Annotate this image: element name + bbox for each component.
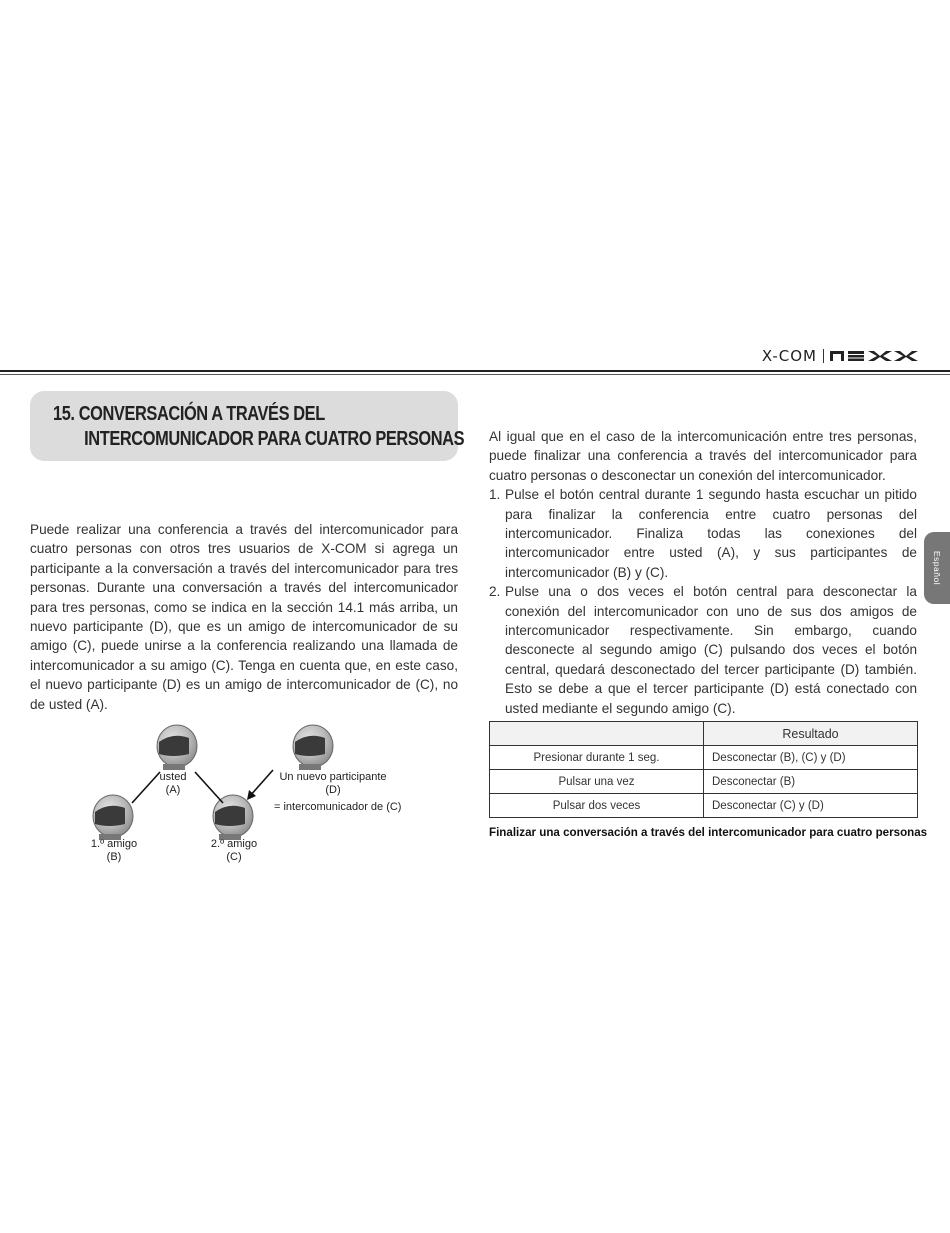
- table-cell-action: Pulsar una vez: [490, 770, 704, 794]
- arrow-d-c: [250, 770, 273, 796]
- table-header-action: [490, 722, 704, 746]
- helmet-icon-d: [293, 725, 333, 770]
- helmet-icon-b: [93, 795, 133, 840]
- table-cell-action: Pulsar dos veces: [490, 794, 704, 818]
- link-a-c: [195, 772, 223, 803]
- step-text: Pulse una o dos veces el botón central para desconectar la conexión del intercomunicador con uno de sus dos amigos de intercomunicador respectivamente. Sin embargo, cuando desconecte al segundo amigo (C) pulsando dos veces el botón central, quedará desconectado del tercer participante (D) también. Esto se debe a que el tercer participante (D) está conectado con usted mediante el segundo amigo (C).: [505, 584, 917, 716]
- header-brand: [762, 347, 922, 365]
- helmet-icon-c: [213, 795, 253, 840]
- header-rule-thin: [0, 374, 950, 375]
- step-text: Pulse el botón central durante 1 segundo hasta escuchar un pitido para finalizar la conferencia entre cuatro personas del intercomunicador. Finaliza todas las conexiones del intercomunicador entre usted (A), y sus participantes de intercomunicador (B) y (C).: [505, 487, 917, 580]
- right-intro: Al igual que en el caso de la intercomunicación entre tres personas, puede finalizar una conferencia a través del intercomunicador para cuatro personas o desconectar un conexión del intercomunicador.: [489, 429, 917, 483]
- step-item: [489, 485, 917, 582]
- table-caption: Finalizar una conversación a través del intercomunicador para cuatro personas: [489, 826, 928, 839]
- header-rule: [0, 370, 950, 372]
- table-cell-result: Desconectar (B): [704, 770, 918, 794]
- step-number: 2.: [489, 584, 501, 600]
- language-side-tab: [924, 532, 950, 604]
- product-name: X-COM: [761, 347, 817, 365]
- section-title-line2: INTERCOMUNICADOR PARA CUATRO PERSONAS: [84, 428, 465, 450]
- step-item: [489, 582, 917, 718]
- table-row: [490, 770, 918, 794]
- intercom-diagram: [85, 720, 415, 870]
- steps-list: [489, 485, 917, 718]
- left-paragraph: Puede realizar una conferencia a través del intercomunicador para cuatro personas con otros tres usuarios de X-COM si agrega un participante a la conversación a través del intercomunicador para tres personas. Durante una conversación a través del intercomunicador para tres personas, como se indica en la sección 14.1 más arriba, un nuevo participante (D), que es un amigo de intercomunicador de su amigo (C), puede unirse a la conferencia realizando una llamada de intercomunicador a su amigo (C). Tenga en cuenta que, en este caso, el nuevo participante (D) es un amigo de intercomunicador de (C), no de usted (A).: [30, 522, 458, 712]
- table-cell-result: Desconectar (C) y (D): [704, 794, 918, 818]
- label-usted: usted (A): [159, 771, 187, 796]
- step-number: 1.: [489, 487, 501, 503]
- brand-separator: [823, 349, 824, 363]
- section-title: [53, 402, 465, 452]
- table-header-result: Resultado: [704, 722, 918, 746]
- label-new-participant: Un nuevo participante (D): [279, 771, 387, 796]
- result-table: [489, 721, 918, 818]
- label-friend2: 2.º amigo (C): [210, 838, 258, 863]
- label-friend1: 1.º amigo (B): [90, 838, 138, 863]
- table-row: [490, 794, 918, 818]
- table-row: [490, 746, 918, 770]
- label-equals-note: = intercomunicador de (C): [274, 801, 402, 813]
- section-title-line1: 15. CONVERSACIÓN A TRAVÉS DEL: [53, 403, 325, 425]
- table-header-row: [490, 722, 918, 746]
- helmet-icon-a: [157, 725, 197, 770]
- right-column: [489, 427, 917, 718]
- table-cell-result: Desconectar (B), (C) y (D): [704, 746, 918, 770]
- nexx-logo: [830, 350, 922, 362]
- language-side-tab-label: Español: [932, 550, 942, 586]
- table-cell-action: Presionar durante 1 seg.: [490, 746, 704, 770]
